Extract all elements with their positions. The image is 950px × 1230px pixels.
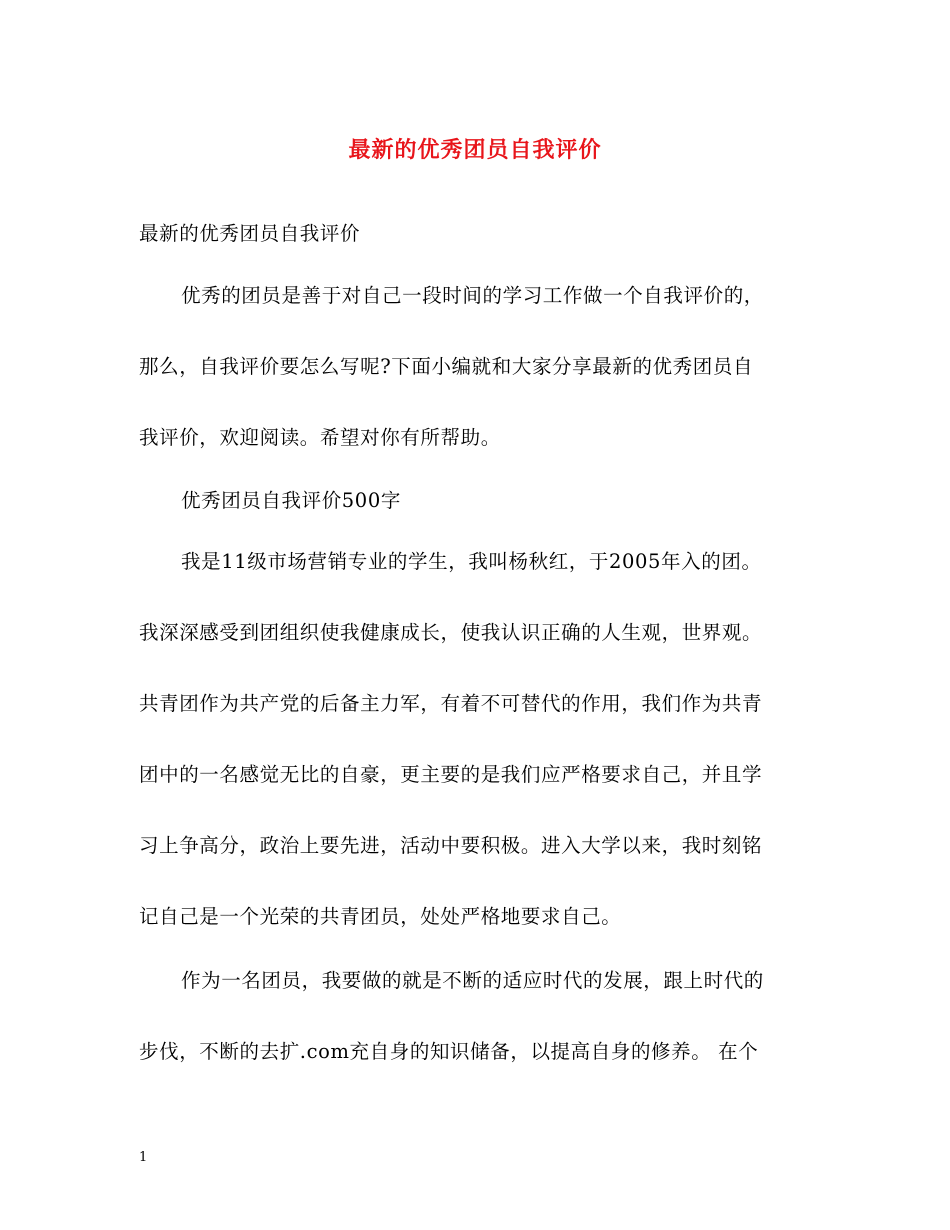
body-line: 步伐，不断的去扩.com充自身的知识储备，以提高自身的修养。 在个: [139, 1040, 759, 1063]
body-line: 我深深感受到团组织使我健康成长，使我认识正确的人生观，世界观。: [139, 621, 763, 644]
body-line: 优秀的团员是善于对自己一段时间的学习工作做一个自我评价的，: [181, 284, 764, 307]
document-title: 最新的优秀团员自我评价: [348, 137, 602, 163]
body-line: 习上争高分，政治上要先进，活动中要积极。进入大学以来，我时刻铭: [139, 834, 763, 857]
body-line: 我是11级市场营销专业的学生，我叫杨秋红，于2005年入的团。: [181, 550, 762, 573]
body-line: 那么，自我评价要怎么写呢?下面小编就和大家分享最新的优秀团员自: [139, 355, 754, 378]
section-heading: 优秀团员自我评价500字: [181, 489, 401, 512]
body-line: 我评价，欢迎阅读。希望对你有所帮助。: [139, 426, 501, 449]
body-line: 记自己是一个光荣的共青团员，处处严格地要求自己。: [139, 905, 622, 928]
body-line: 共青团作为共产党的后备主力军，有着不可替代的作用，我们作为共青: [139, 692, 763, 715]
body-line: 作为一名团员，我要做的就是不断的适应时代的发展，跟上时代的: [181, 969, 764, 992]
page-number: 1: [139, 1150, 148, 1165]
body-line: 团中的一名感觉无比的自豪，更主要的是我们应严格要求自己，并且学: [139, 763, 763, 786]
subtitle-line: 最新的优秀团员自我评价: [139, 222, 361, 245]
